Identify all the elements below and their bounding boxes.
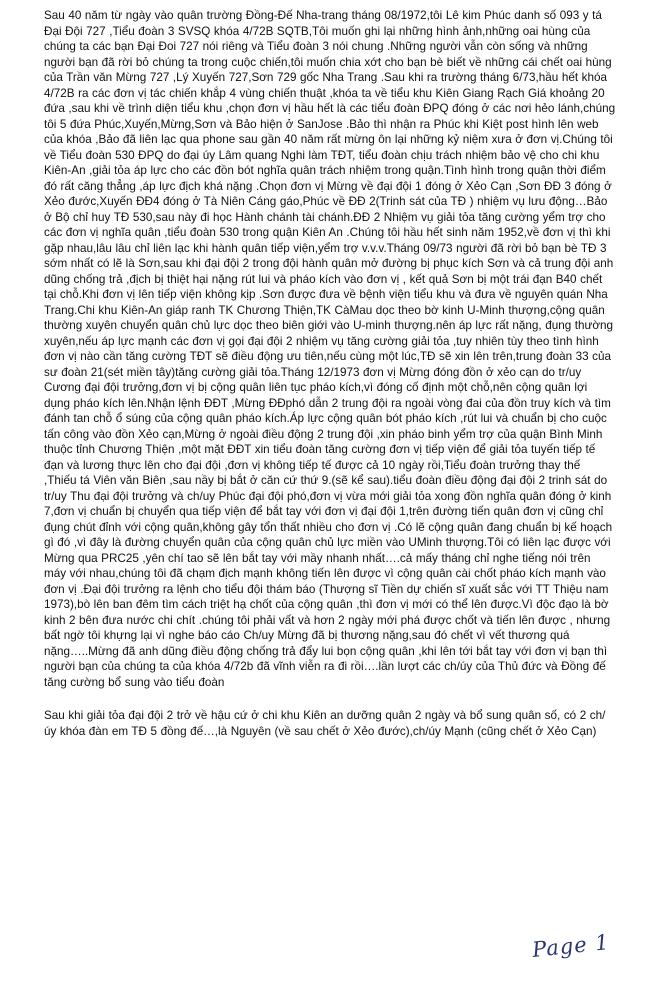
document-body <box>44 8 616 739</box>
handwritten-page-number: Page 1 <box>530 930 611 962</box>
paragraph-1: Sau 40 năm từ ngày vào quân trường Đồng-Đế Nha-trang tháng 08/1972,tôi Lê kim Phúc danh số 093 y tá Đại Đội 727 ,Tiểu đoàn 3 SVSQ khóa 4/72B SQTB,Tôi muốn ghi lại những hình ảnh,những oai hùng của chúng ta các bạn Đại Đoi 727 nói riêng và Tiểu đoàn 3 nói chung .Những người vẫn còn sống và những người bạn đã rời bỏ chúng ta trong cuộc chiến,tôi muốn chia xớt cho bạn bè biết về những cái chết oai hùng của Trần văn Mừng 727 ,Lý Xuyến 727,Sơn 729 gốc Nha Trang .Sau khi ra trường tháng 6/73,hầu hết khóa 4/72B ra các đơn vị tác chiến khắp 4 vùng chiến thuật ,khóa ta về tiểu khu Kiên Giang Rạch Giá khoảng 20 đứa ,sau khi về trình diện tiểu khu ,chọn đơn vị hầu hết là các tiểu đoàn ĐPQ đóng ở các nơi hẻo lánh,chúng tôi 5 đứa Phúc,Xuyến,Mừng,Sơn và Bảo hiện ở SanJose .Bảo thì nhận ra Phúc khi Kiệt post hình lên web của khóa ,Bảo đã liên lạc qua phone sau gần 40 năm rất mừng ôn lại những kỷ niệm xưa ở đơn vị.Chúng tôi về Tiểu đoàn 530 ĐPQ do đại úy Lâm quang Nghi làm TĐT, tiểu đoàn chịu trách nhiệm bảo vệ cho chi khu Kiên-An ,giải tỏa áp lực cho các đồn bót nghĩa quân trách nhiệm trong quận.Tình hình trong quận thời điểm đó rất căng thẳng ,áp lực địch khá nặng .Chọn đơn vị Mừng về đại đội 1 đóng ở Xẻo Cạn ,Sơn ĐĐ 3 đóng ở Xẻo đước,Xuyến ĐĐ4 đóng ở Tà Niên Cáng gáo,Phúc về ĐĐ 2(Trinh sát của TĐ ) nhiệm vụ lưu động…Bảo ở Bộ chỉ huy TĐ 530,sau này đi học Hành chánh tài chánh.ĐĐ 2 Nhiệm vụ giải tỏa tăng cường yểm trợ cho các đơn vị nghĩa quân ,tiểu đoàn 530 trong quận Kiên An .Chúng tôi hầu hết sinh năm 1952,về đơn vị thì khi gặp nhau,lâu lâu chỉ liên lạc khi hành quân tiếp viện,yểm trợ v.v.v.Tháng 09/73 người đã rời bỏ bạn bè TĐ 3 sớm nhất có lẽ là Sơn,sau khi đại đội 2 trong đội hành quân mở đường bị phục kích Sơn và cả trung đội anh dũng chống trả ,địch bị thiệt hại nặng rút lui và pháo kích vào đơn vị , kết quả Sơn bị một trái đạn B40 chết tại chỗ.Khi đơn vị lên tiếp viện không kịp .Sơn được đưa về bệnh viện tiểu khu và đưa về nguyên quán Nha Trang.Chi khu Kiên-An giáp ranh TK Chương Thiện,TK CàMau dọc theo bờ kinh U-Minh thượng,cộng quân thường xuyên chuyển quân chủ lực dọc theo biên giới vào U-minh thượng.nên áp lực rất nặng, đụng thường xuyên,nếu áp lực mạnh các đơn vị gọi đại đội 2 nhiệm vụ tăng cường giải tỏa ,tuy nhiên tùy theo tình hình đơn vị nào cần tăng cường TĐT sẽ điều động ưu tiên,nếu cùng một lúc,TĐ sẽ xin lên trên,trung đoàn 33 của sư đoàn 21(sét miền tây)tăng cường giải tỏa.Tháng 12/1973 đơn vị Mừng đóng đồn ở xẻo cạn do tr/uy Cương đại đội trưởng,đơn vị bị cộng quân liên tục pháo kích,vì đóng cố định một chỗ,nên cộng quân lợi dụng pháo kích lên.Nhận lệnh ĐĐT ,Mừng ĐĐphó dẫn 2 trung đội ra ngoài vòng đai của đồn truy kích và tìm đánh tan chỗ ổ súng của cộng quân pháo kích.Áp lực cộng quân bót pháo kích ,rút lui và chuẩn bị cho cuộc tấn công vào đồn Xẻo cạn,Mừng ở ngoài điều động 2 trung đội ,xin pháo binh yểm trợ của quận Bình Minh thuộc tỉnh Chương Thiện ,một mặt ĐĐT xin tiểu đoàn tăng cường đơn vị tiếp viện để giải tỏa tuyến tiếp tế đạn và lương thực lên cho đại đội ,đơn vị không tiếp tế được cả 10 ngày rồi,Tiểu đoàn trưởng thay thế ,Thiếu tá Viên văn Biên ,sau nầy bị bắt ở căn cứ thứ 9.(sẽ kể sau).tiểu đoàn điều động đại đội 2 trinh sát do tr/uy Thu đại đội trưởng và ch/uy Phúc đại đội phó,đơn vị vừa mới giải tỏa xong đồn nghĩa quân đóng ở kinh 7,đơn vị chuẩn bị chuyển qua tiếp viện để bắt tay với đơn vị đại đội 1,trên đường tiến quân đơn vị cũng chỉ đụng chút đỉnh với cộng quân,không gây tổn thất nhiều cho đơn vị .Có lẽ cộng quân đang chuẩn bị kế hoạch gì đó ,vì đây là đường chuyển quân của cộng quân chủ lực miền vào UMinh thượng.Tôi có liên lạc được với Mừng qua PRC25 ,yên chí tao sẽ lên bắt tay với mầy nhanh nhất….cả mấy tháng chỉ nghe tiếng nói trên máy với nhau,chúng tôi đã chạm địch mạnh không tiến lên được vì cộng quân cài chốt pháo kích mạnh vào đơn vị .Đại đội trưởng ra lệnh cho tiểu đội thám báo (Thượng sĩ Tiền dự chiến sĩ xuất sắc với TT Thiệu nam 1973),bò lên ban đêm tìm cách triệt hạ chốt của cộng quân ,thì đơn vị mới có thể lên được.Vì độc đạo là bờ kinh 2 bên đưa nước chi chít .chúng tôi phải vất và hơn 2 ngày mới phá được chốt và tiến lên được , nhưng bất ngờ tôi khựng lại vì nghe báo cáo Ch/uy Mừng đã bị thương nặng,sau đó chết vì vết thương quá nặng…..Mừng đã anh dũng điều động chống trả đẩy lui bọn cộng quân ,khi lên tới bắt tay với đơn vị bạn thì người bạn của chúng ta của khóa 4/72b đã vĩnh viễn ra đi rồi….lần lượt các ch/úy của Thủ đức và Đồng đế tăng cường bổ sung vào tiểu đoàn <box>44 9 616 689</box>
paragraph-2: Sau khi giải tỏa đại đội 2 trở về hậu cứ ở chi khu Kiên an dưỡng quân 2 ngày và bổ sung quân số, có 2 ch/úy khóa đàn em TĐ 5 đồng đế…,là Nguyên (về sau chết ở Xẻo đước),ch/úy Mạnh (cũng chết ở Xẻo Cạn) <box>44 709 606 738</box>
